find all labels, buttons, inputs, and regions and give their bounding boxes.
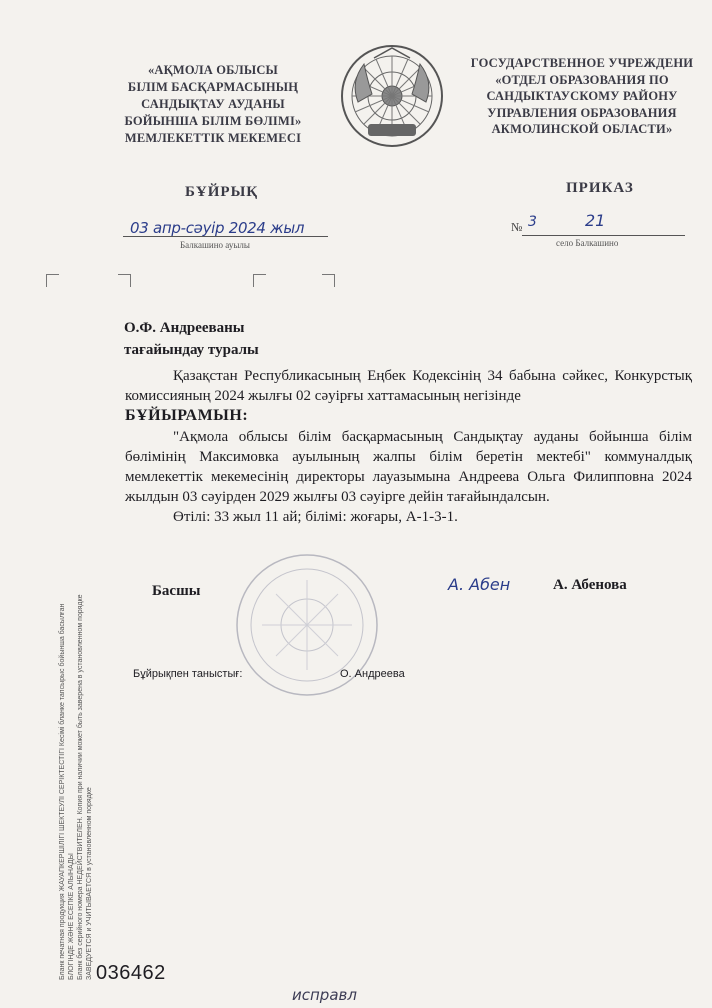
order-title-ru: ПРИКАЗ	[566, 180, 634, 196]
footnote-line: ЗАВЕДУЕТСЯ и УЧИТЫВАЕТСЯ в установленном порядке	[86, 787, 93, 980]
date-underline	[123, 236, 328, 237]
body-paragraph: "Ақмола облысы білім басқармасының Сандықтау ауданы бойынша білім бөлімінің Максимовка ауылының жалпы білім беретін мектебі" коммуналдық мемлекеттік мекемесінің директоры лауазымына Андреева Ольга Филипповна 2024 жылдын 03 сәуірден 2029 жылғы 03 сәуірге дейін тағайындалсын.	[125, 428, 692, 506]
order-title-kz: БҰЙРЫҚ	[185, 184, 259, 200]
body-paragraph	[125, 366, 692, 427]
footnote-line: Бланк без серийного номера НЕДЕЙСТВИТЕЛЕН. Копия при наличии может быть заверена в установленном порядке	[77, 594, 84, 980]
order-date-handwritten: 03 апр-сәуір 2024 жыл	[130, 219, 305, 237]
village-kz: Балкашино ауылы	[180, 240, 250, 250]
issuer-kz-line: «АҚМОЛА ОБЛЫСЫ	[147, 63, 279, 77]
corner-mark	[253, 274, 266, 287]
issuer-kz-line: БІЛІМ БАСҚАРМАСЫНЫҢ	[127, 80, 299, 94]
signatory-name: А. Абенова	[553, 577, 627, 593]
order-number-label: №	[511, 220, 523, 234]
body-paragraph: Өтілі: 33 жыл 11 ай; білімі: жоғары, А-1-3-1.	[173, 509, 458, 526]
issuer-ru-block	[452, 55, 712, 138]
issuer-ru-line: ГОСУДАРСТВЕННОЕ УЧРЕЖДЕНИ	[470, 56, 694, 70]
corner-mark	[322, 274, 335, 287]
bottom-handwritten-note: исправл	[292, 986, 357, 1004]
subject-line: О.Ф. Андрееваны	[124, 320, 245, 336]
issuer-kz-line: МЕМЛЕКЕТТІК МЕКЕМЕСІ	[124, 131, 302, 145]
footnote-line: БЛОГІНДЕ ЖӘНЕ ЕСЕПКЕ АЛЫНАДЫ	[68, 853, 75, 980]
issuer-ru-line: САНДЫКТАУСКОМУ РАЙОНУ	[486, 89, 678, 103]
issuer-kz-block	[108, 62, 318, 147]
footnote-line: Бланк печатная продукция ЖАУАПКЕРШІЛІГІ ШЕКТЕУЛІ СЕРІКТЕСТІГІ Кесімі бланке тапсырыс бойынша басылған	[59, 603, 66, 980]
corner-mark	[46, 274, 59, 287]
form-footnote	[58, 420, 94, 980]
issuer-ru-line: АКМОЛИНСКОЙ ОБЛАСТИ»	[491, 122, 673, 136]
form-serial-number: 036462	[96, 962, 166, 984]
issuer-ru-line: «ОТДЕЛ ОБРАЗОВАНИЯ ПО	[495, 72, 669, 87]
subject-line: тағайындау туралы	[124, 342, 259, 358]
order-number-handwritten: 3	[528, 214, 537, 230]
signatory-title: Басшы	[152, 583, 201, 599]
number-underline	[522, 235, 685, 236]
village-ru: село Балкашино	[556, 238, 619, 248]
order-directive: БҰЙЫРАМЫН:	[125, 407, 249, 425]
issuer-kz-line: БОЙЫНША БІЛІМ БӨЛІМІ»	[124, 114, 302, 128]
order-subject	[124, 317, 259, 361]
body-text: Қазақстан Республикасының Еңбек Кодексінің 34 бабына сәйкес, Конкурстық комиссияның 2024 жылғы 02 сәуірғы хаттамасының негізінде	[125, 368, 692, 405]
order-body	[125, 366, 692, 528]
signature-handwritten: А. Абен	[448, 575, 511, 594]
acknowledgement-label: Бұйрықпен таныстығ:	[133, 668, 243, 680]
order-number-handwritten-2: 21	[585, 211, 606, 230]
issuer-ru-line: УПРАВЛЕНИЯ ОБРАЗОВАНИЯ	[487, 105, 677, 120]
corner-mark	[118, 274, 131, 287]
state-emblem-icon	[338, 42, 446, 150]
issuer-kz-line: САНДЫҚТАУ АУДАНЫ	[141, 97, 285, 111]
acknowledgement-name: О. Андреева	[340, 668, 405, 680]
